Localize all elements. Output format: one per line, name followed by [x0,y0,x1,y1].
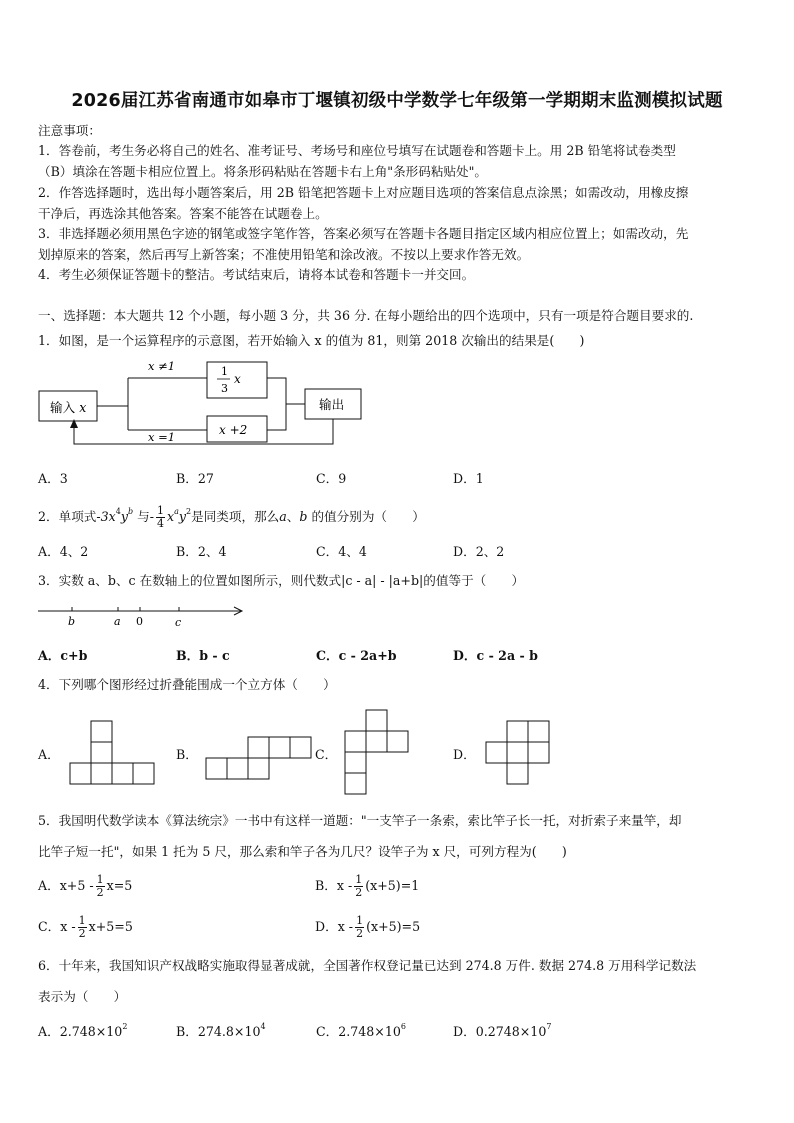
cond-bottom-label: x =1 [148,430,176,444]
q5-stem-a: 5．我国明代数学读本《算法统宗》一书中有这样一道题："一支竿子一条索，索比竿子长一托，对折索子来量竿，却 [38,813,682,828]
op-bottom-label: x +2 [219,423,248,437]
notice-item-4: 4．考生必须保证答题卡的整洁。考试结束后，请将本试卷和答题卡一并交回。 [38,267,475,282]
axis-label-0: 0 [136,615,143,628]
q4-option-a: A． [38,747,60,762]
q3-number-line [36,600,248,632]
notice-item-1b: （B）填涂在答题卡相应位置上。将条形码粘贴在答题卡右上角"条形码粘贴处"。 [38,164,488,179]
q3-option-d: D．c - 2a - b [453,648,538,663]
q3-option-b: B．b - c [176,648,230,663]
q1-option-b: B．27 [176,471,214,486]
q6-stem-a: 6．十年来，我国知识产权战略实施取得显著成就，全国著作权登记量已达到 274.8 万件. 数据 274.8 万用科学记数法 [38,958,697,973]
q4-stem: 4．下列哪个图形经过折叠能围成一个立方体（ ） [38,677,336,692]
op-top-var: x [234,372,241,386]
q6-option-c: C．$2.748\times 10^6$ [316,1022,406,1039]
q2-option-d: D．2、2 [453,544,505,559]
input-label: 输入 x [50,400,87,415]
axis-label-c: c [175,616,182,629]
q4-net-d [484,720,552,786]
op-top-den: 3 [221,382,228,395]
q5-option-c: C．x - $\frac{1}{2}$ x+5=5 [38,914,133,940]
q5-stem-b: 比竿子短一托"，如果 1 托为 5 尺，那么索和竿子各为几尺？设竿子为 x 尺，可列方程为( ) [38,844,567,859]
q1-flow-diagram [36,356,376,456]
arrow-head-icon [70,419,78,428]
output-label: 输出 [319,397,345,412]
notice-item-1a: 1．答卷前，考生务必将自己的姓名、准考证号、考场号和座位号填写在试题卷和答题卡上。用 2B 铅笔将试卷类型 [38,143,676,158]
q2-option-b: B．2、4 [176,544,227,559]
q4-option-c: C． [315,747,338,762]
q5-option-d: D．x - $\frac{1}{2}$ (x+5)=5 [315,914,421,940]
q5-option-b: B．x - $\frac{1}{2}$ (x+5)=1 [315,873,420,899]
notice-item-3b: 划掉原来的答案，然后再写上新答案；不准使用铅笔和涂改液。不按以上要求作答无效。 [38,247,530,262]
q2-stem: 2．单项式$-3x^4y^b$ 与- $\frac{1}{4}$ $x^ay^2$是同类项，那么a、b 的值分别为（ ） [38,504,425,530]
q6-option-a: A．$2.748\times 10^2$ [38,1022,128,1039]
q1-option-c: C．9 [316,471,347,486]
q2-fraction: $\frac{1}{4}$ [157,504,164,530]
q1-stem: 1．如图，是一个运算程序的示意图，若开始输入 x 的值为 81，则第 2018 次输出的结果是( ) [38,333,585,348]
q6-option-d: D．$0.2748\times 10^7$ [453,1022,552,1039]
notice-heading: 注意事项： [38,123,101,138]
notice-item-2a: 2．作答选择题时，选出每小题答案后，用 2B 铅笔把答题卡上对应题目选项的答案信息点涂黑；如需改动，用橡皮擦 [38,185,689,200]
notice-item-3a: 3．非选择题必须用黑色字迹的钢笔或签字笔作答，答案必须写在答题卡各题目指定区域内相应位置上；如需改动，先 [38,226,689,241]
q4-option-d: D． [453,747,476,762]
q3-stem: 3．实数 a、b、c 在数轴上的位置如图所示，则代数式|c - a| - |a+b|的值等于（ ） [38,573,525,588]
q2-option-c: C．4、4 [316,544,367,559]
q4-net-a [68,720,158,786]
q5-option-a: A．x+5 - $\frac{1}{2}$ x=5 [38,873,133,899]
q4-option-b: B． [176,747,198,762]
cond-top-label: x ≠1 [148,359,176,373]
q3-option-a: A．c+b [38,648,88,663]
axis-label-a: a [114,615,121,628]
notice-item-2b: 干净后，再选涂其他答案。答案不能答在试题卷上。 [38,206,328,221]
q6-option-b: B．$274.8\times 10^4$ [176,1022,266,1039]
q4-net-b [204,736,314,782]
q1-option-d: D．1 [453,471,484,486]
page-title: 2026届江苏省南通市如皋市丁堰镇初级中学数学七年级第一学期期末监测模拟试题 [71,91,723,111]
q1-option-a: A．3 [38,471,68,486]
op-top-num: 1 [221,365,228,378]
axis-label-b: b [68,615,76,628]
q6-stem-b: 表示为（ ） [38,989,127,1004]
section-heading: 一、选择题：本大题共 12 个小题，每小题 3 分，共 36 分. 在每小题给出的四个选项中，只有一项是符合题目要求的. [38,308,694,323]
q2-option-a: A．4、2 [38,544,89,559]
q4-net-c [343,709,413,795]
q3-option-c: C．c - 2a+b [316,648,397,663]
